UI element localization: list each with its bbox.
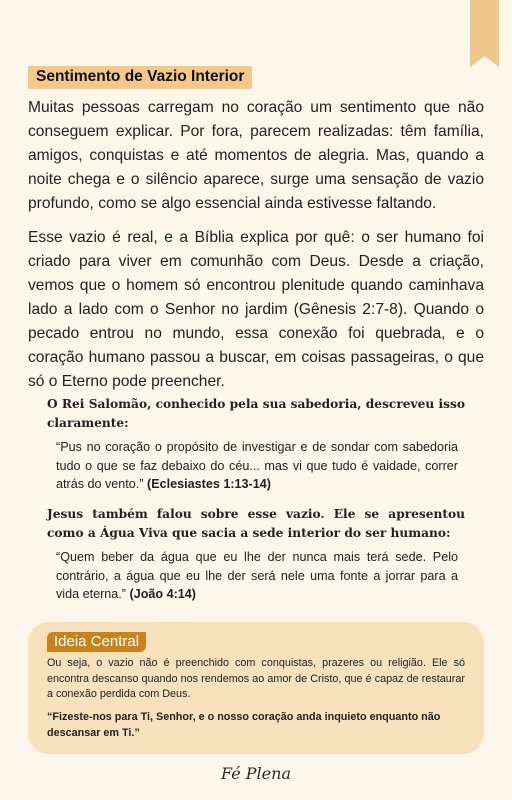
central-idea-text: Ou seja, o vazio não é preenchido com conquistas, prazeres ou religião. Ele só encontra descanso quando nos rendemos ao amor de Cristo, que é capaz de restaurar a conexão perdida com Deus.	[47, 657, 465, 700]
quote-text: “Pus no coração o propósito de investigar e de sondar com sabedoria tudo o que se faz debaixo do céu... mas vi que tudo é vaidade, correr atrás do vento.”	[56, 440, 458, 491]
quote-reference: (Eclesiastes 1:13-14)	[147, 477, 271, 491]
quote-ecclesiastes	[56, 438, 458, 494]
quote-lead-solomon: O Rei Salomão, conhecido pela sua sabedoria, descreveu isso claramente:	[47, 397, 465, 430]
quote-reference: (João 4:14)	[129, 587, 197, 601]
paragraph-intro: Muitas pessoas carregam no coração um sentimento que não conseguem explicar. Por fora, parecem realizadas: têm família, amigos, conquistas e até momentos de alegria. Mas, quando a noite chega e o silêncio aparece, surge uma sensação de vazio profundo, como se algo essencial ainda estivesse faltando.	[28, 99, 484, 212]
quote-text: “Quem beber da água que eu lhe der nunca mais terá sede. Pelo contrário, a água que eu lhe der será nele uma fonte a jorrar para a vida eterna.”	[56, 550, 458, 601]
central-idea-quote: “Fizeste-nos para Ti, Senhor, e o nosso coração anda inquieto enquanto não descansar em Ti.”	[47, 711, 441, 739]
quote-lead-jesus: Jesus também falou sobre esse vazio. Ele se apresentou como a Água Viva que sacia a sede interior do ser humano:	[47, 507, 465, 540]
central-idea-label: Ideia Central	[47, 632, 146, 652]
bookmark-ribbon	[470, 0, 499, 67]
section-title: Sentimento de Vazio Interior	[28, 66, 252, 89]
paragraph-explanation: Esse vazio é real, e a Bíblia explica por quê: o ser humano foi criado para viver em comunhão com Deus. Desde a criação, vemos que o homem só encontrou plenitude quando caminhava lado a lado com o Senhor no jardim (Gênesis 2:7-8). Quando o pecado entrou no mundo, essa conexão foi quebrada, e o coração humano passou a buscar, em coisas passageiras, o que só o Eterno pode preencher.	[28, 229, 484, 390]
quote-john	[56, 548, 458, 604]
footer-brand: Fé Plena	[221, 764, 291, 783]
